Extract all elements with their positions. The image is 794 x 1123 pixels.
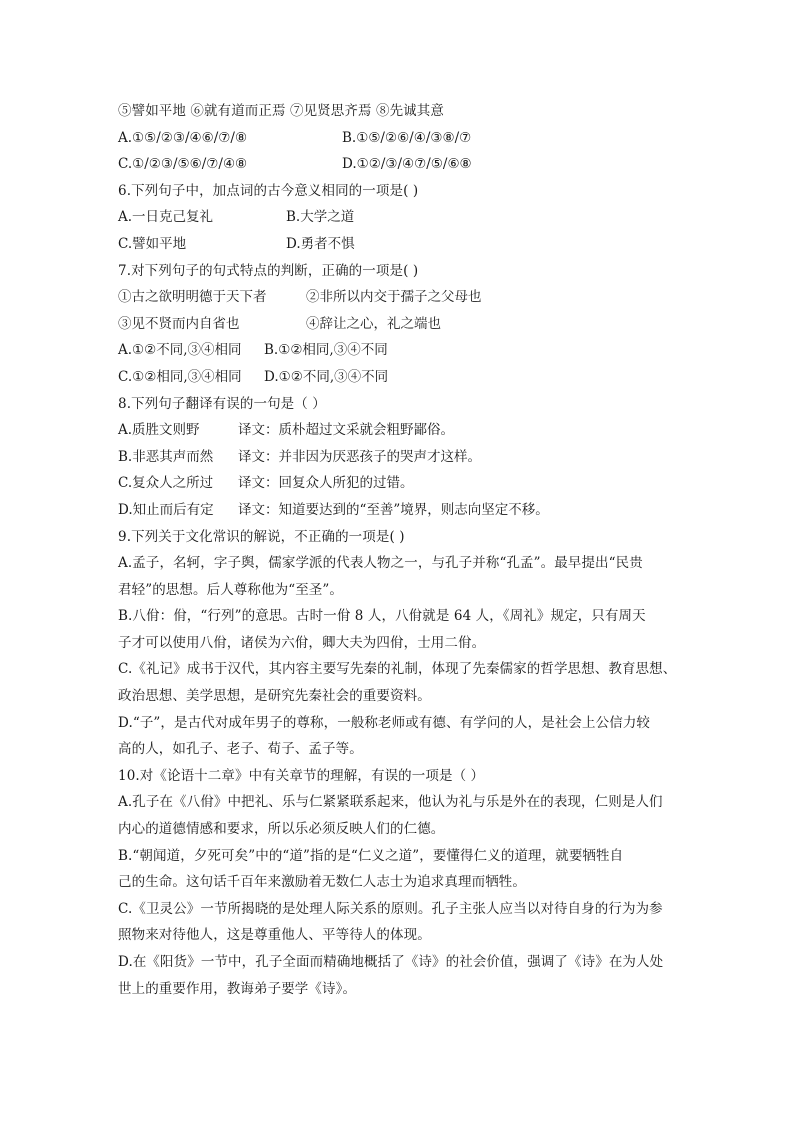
q7-sentence-4: ④辞让之心，礼之端也 [306,315,441,332]
q5-options-row-1 [118,125,688,152]
q10-option-d-line-2: 世上的重要作用，教诲弟子要学《诗》。 [118,980,357,997]
q7-sentences-row-1 [118,284,688,311]
q8-option-b-translation: 译文：并非因为厌恶孩子的哭声才这样。 [238,448,481,465]
q10-option-c-line-2: 照物来对待他人，这是尊重他人、平等待人的体现。 [118,927,431,944]
q8-stem: 8.下列句子翻译有误的一句是（ ） [118,395,326,412]
q7-options-row-1 [118,337,688,364]
q8-option-d-translation: 译文：知道要达到的“至善”境界，则志向坚定不移。 [238,501,549,518]
q8-option-b [118,444,688,471]
q9-option-c-line-2: 政治思想、美学思想，是研究先秦社会的重要资料。 [118,688,431,705]
q6-option-c: C.譬如平地 [118,235,187,252]
q7-sentence-3: ③见不贤而内自省也 [118,315,240,332]
q10-option-b-line-1: B.“朝闻道，夕死可矣”中的“道”指的是“仁义之道”，要懂得仁义的道理，就要牺牲自 [118,847,624,864]
q7-sentence-2: ②非所以内交于孺子之父母也 [306,289,482,306]
q9-option-b-line-1: B.八佾：佾，“行列”的意思。古时一佾 8 人，八佾就是 64 人，《周礼》规定，只有周天 [118,608,646,625]
q10-option-a-line-2: 内心的道德情感和要求，所以乐必须反映人们的仁德。 [118,821,445,838]
q6-option-b: B.大学之道 [286,209,355,226]
q8-option-d [118,497,688,524]
q9-stem: 9.下列关于文化常识的解说，不正确的一项是( ) [118,528,405,545]
q7-option-a: A.①②不同,③④相同 [118,342,242,359]
q8-option-c [118,470,688,497]
q5-option-d: D.①②/③/④⑦/⑤/⑥⑧ [342,156,472,173]
q8-option-a-source: A.质胜文则野 [118,422,200,439]
q8-option-c-translation: 译文：回复众人所犯的过错。 [238,475,414,492]
q5-option-b: B.①⑤/②⑥/④/③⑧/⑦ [342,129,472,146]
q8-option-c-source: C.复众人之所过 [118,475,214,492]
q8-option-d-source: D.知止而后有定 [118,501,214,518]
q8-option-b-source: B.非恶其声而然 [118,448,214,465]
q5-items-line: ⑤譬如平地 ⑥就有道而正焉 ⑦见贤思齐焉 ⑧先诚其意 [118,103,444,119]
q8-option-a [118,417,688,444]
q10-option-d-line-1: D.在《阳货》一节中，孔子全面而精确地概括了《诗》的社会价值，强调了《诗》在为人处 [118,954,664,970]
q10-stem: 10.对《论语十二章》中有关章节的理解，有误的一项是（ ） [118,767,485,784]
q8-option-a-translation: 译文：质朴超过文采就会粗野鄙俗。 [238,422,454,439]
q5-option-c: C.①/②③/⑤⑥/⑦/④⑧ [118,156,248,173]
q5-options-row-2 [118,151,688,178]
q7-stem: 7.对下列句子的句式特点的判断，正确的一项是( ) [118,262,419,279]
q9-option-d-line-1: D.“子”，是古代对成年男子的尊称，一般称老师或有德、有学问的人，是社会上公信力较 [118,714,651,731]
q10-option-b-line-2: 己的生命。这句话千百年来激励着无数仁人志士为追求真理而牺牲。 [118,874,526,891]
q9-option-b-line-2: 子才可以使用八佾，诸侯为六佾，卿大夫为四佾，士用二佾。 [118,634,486,651]
q6-option-a: A.一日克己复礼 [118,209,214,226]
q9-option-a-line-1: A.孟子，名轲，字子舆，儒家学派的代表人物之一，与孔子并称“孔孟”。最早提出“民贵 [118,555,643,572]
q7-option-c: C.①②相同,③④相同 [118,368,242,385]
q7-option-b: B.①②相同,③④不同 [264,342,388,359]
q6-options-row-1 [118,204,688,231]
q6-options-row-2 [118,231,688,258]
exam-page [118,98,688,1002]
q10-option-c-line-1: C.《卫灵公》一节所揭晓的是处理人际关系的原则。孔子主张人应当以对待自身的行为为参 [118,900,663,917]
q7-sentences-row-2 [118,311,688,338]
q5-option-a: A.①⑤/②③/④⑥/⑦/⑧ [118,129,248,146]
q10-option-a-line-1: A.孔子在《八佾》中把礼、乐与仁紧紧联系起来，他认为礼与乐是外在的表现，仁则是人们 [118,794,663,811]
q9-option-a-line-2: 君轻”的思想。后人尊称他为“至圣”。 [118,581,344,598]
q7-options-row-2 [118,364,688,391]
q7-option-d: D.①②不同,③④不同 [264,368,389,385]
q6-stem: 6.下列句子中，加点词的古今意义相同的一项是( ) [118,182,419,199]
q6-option-d: D.勇者不惧 [286,235,355,252]
q7-sentence-1: ①古之欲明明德于天下者 [118,289,267,306]
q9-option-c-line-1: C.《礼记》成书于汉代，其内容主要写先秦的礼制，体现了先秦儒家的哲学思想、教育思想、 [118,661,677,678]
q9-option-d-line-2: 高的人，如孔子、老子、荀子、孟子等。 [118,741,363,758]
